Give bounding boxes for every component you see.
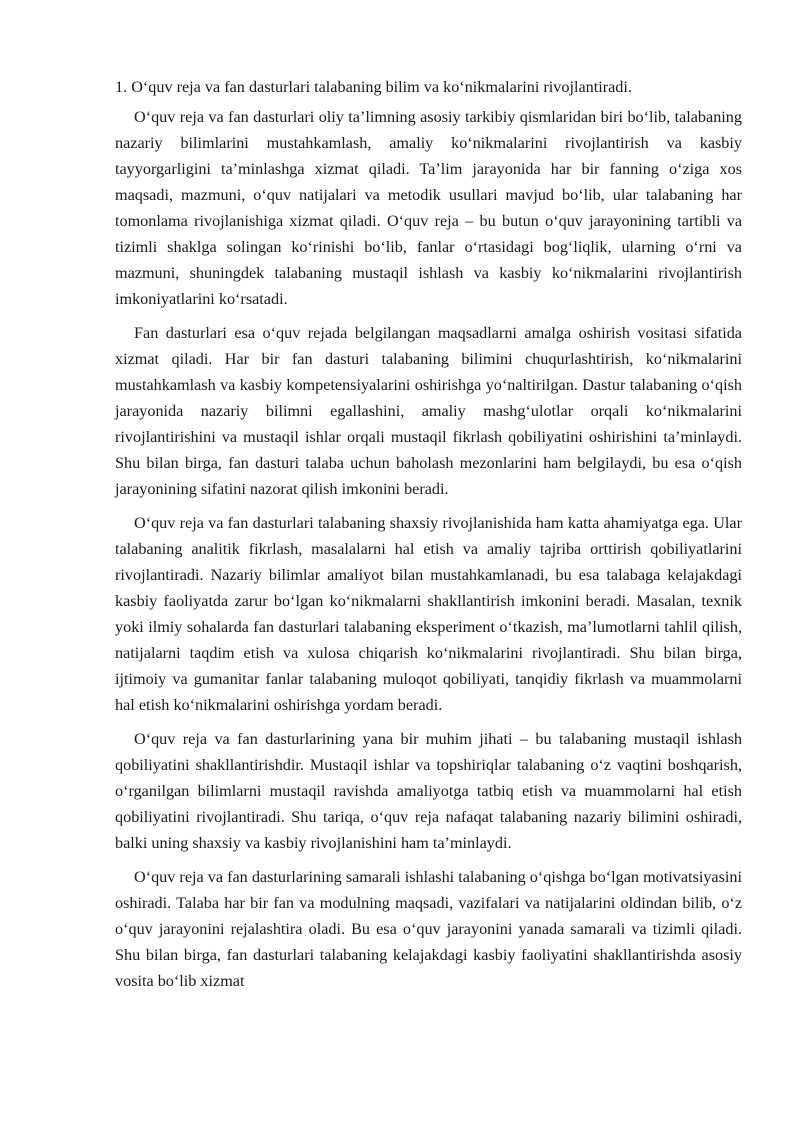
paragraph-3: Oʻquv reja va fan dasturlari talabaning shaxsiy rivojlanishida ham katta ahamiyatga ega. Ular talabaning analitik fikrlash, masalalarni hal etish va amaliy tajriba orttirish qobiliyatlarini rivojlantiradi. Nazariy bilimlar amaliyot bilan mustahkamlanadi, bu esa talabaga kelajakdagi kasbiy faoliyatda zarur boʻlgan koʻnikmalarni shakllantirish imkonini beradi. Masalan, texnik yoki ilmiy sohalarda fan dasturlari talabaning eksperiment oʻtkazish, maʼlumotlarni tahlil qilish, natijalarni taqdim etish va xulosa chiqarish koʻnikmalarini rivojlantiradi. Shu bilan birga, ijtimoiy va gumanitar fanlar talabaning muloqot qobiliyati, tanqidiy fikrlash va muammolarni hal etish koʻnikmalarini oshirishga yordam beradi. <box>115 514 742 714</box>
paragraph-1: Oʻquv reja va fan dasturlari oliy taʼlimning asosiy tarkibiy qismlaridan biri boʻlib, talabaning nazariy bilimlarini mustahkamlash, amaliy koʻnikmalarini rivojlantirish va kasbiy tayyorgarligini taʼminlashga xizmat qiladi. Taʼlim jarayonida har bir fanning oʻziga xos maqsadi, mazmuni, oʻquv natijalari va metodik usullari mavjud boʻlib, ular talabaning har tomonlama rivojlanishiga xizmat qiladi. Oʻquv reja – bu butun oʻquv jarayonining tartibli va tizimli shaklga solingan koʻrinishi boʻlib, fanlar oʻrtasidagi bogʻliqlik, ularning oʻrni va mazmuni, shuningdek talabaning mustaqil ishlash va kasbiy koʻnikmalarini rivojlantirish imkoniyatlarini koʻrsatadi. <box>115 108 742 308</box>
paragraph-2: Fan dasturlari esa oʻquv rejada belgilangan maqsadlarni amalga oshirish vositasi sifatida xizmat qiladi. Har bir fan dasturi talabaning bilimini chuqurlashtirish, koʻnikmalarini mustahkamlash va kasbiy kompetensiyalarini oshirishga yoʻnaltirilgan. Dastur talabaning oʻqish jarayonida nazariy bilimni egallashini, amaliy mashgʻulotlar orqali koʻnikmalarini rivojlantirishini va mustaqil ishlar orqali mustaqil fikrlash qobiliyatini oshirishini taʼminlaydi. Shu bilan birga, fan dasturi talaba uchun baholash mezonlarini ham belgilaydi, bu esa oʻqish jarayonining sifatini nazorat qilish imkonini beradi. <box>115 324 742 498</box>
paragraph-5: Oʻquv reja va fan dasturlarining samarali ishlashi talabaning oʻqishga boʻlgan motivatsiyasini oshiradi. Talaba har bir fan va modulning maqsadi, vazifalari va natijalarini oldindan bilib, oʻz oʻquv jarayonini rejalashtira oladi. Bu esa oʻquv jarayonini yanada samarali va tizimli qiladi. Shu bilan birga, fan dasturlari talabaning kelajakdagi kasbiy faoliyatini shakllantirishda asosiy vosita boʻlib xizmat <box>115 868 742 990</box>
document-page <box>115 74 742 1002</box>
section-heading: 1. Oʻquv reja va fan dasturlari talabaning bilim va koʻnikmalarini rivojlantiradi. <box>115 78 632 96</box>
paragraph-4: Oʻquv reja va fan dasturlarining yana bir muhim jihati – bu talabaning mustaqil ishlash qobiliyatini shakllantirishdir. Mustaqil ishlar va topshiriqlar talabaning oʻz vaqtini boshqarish, oʻrganilgan bilimlarni mustaqil ravishda amaliyotga tatbiq etish va muammolarni hal etish qobiliyatini rivojlantiradi. Shu tariqa, oʻquv reja nafaqat talabaning nazariy bilimini oshiradi, balki uning shaxsiy va kasbiy rivojlanishini ham taʼminlaydi. <box>115 730 742 852</box>
